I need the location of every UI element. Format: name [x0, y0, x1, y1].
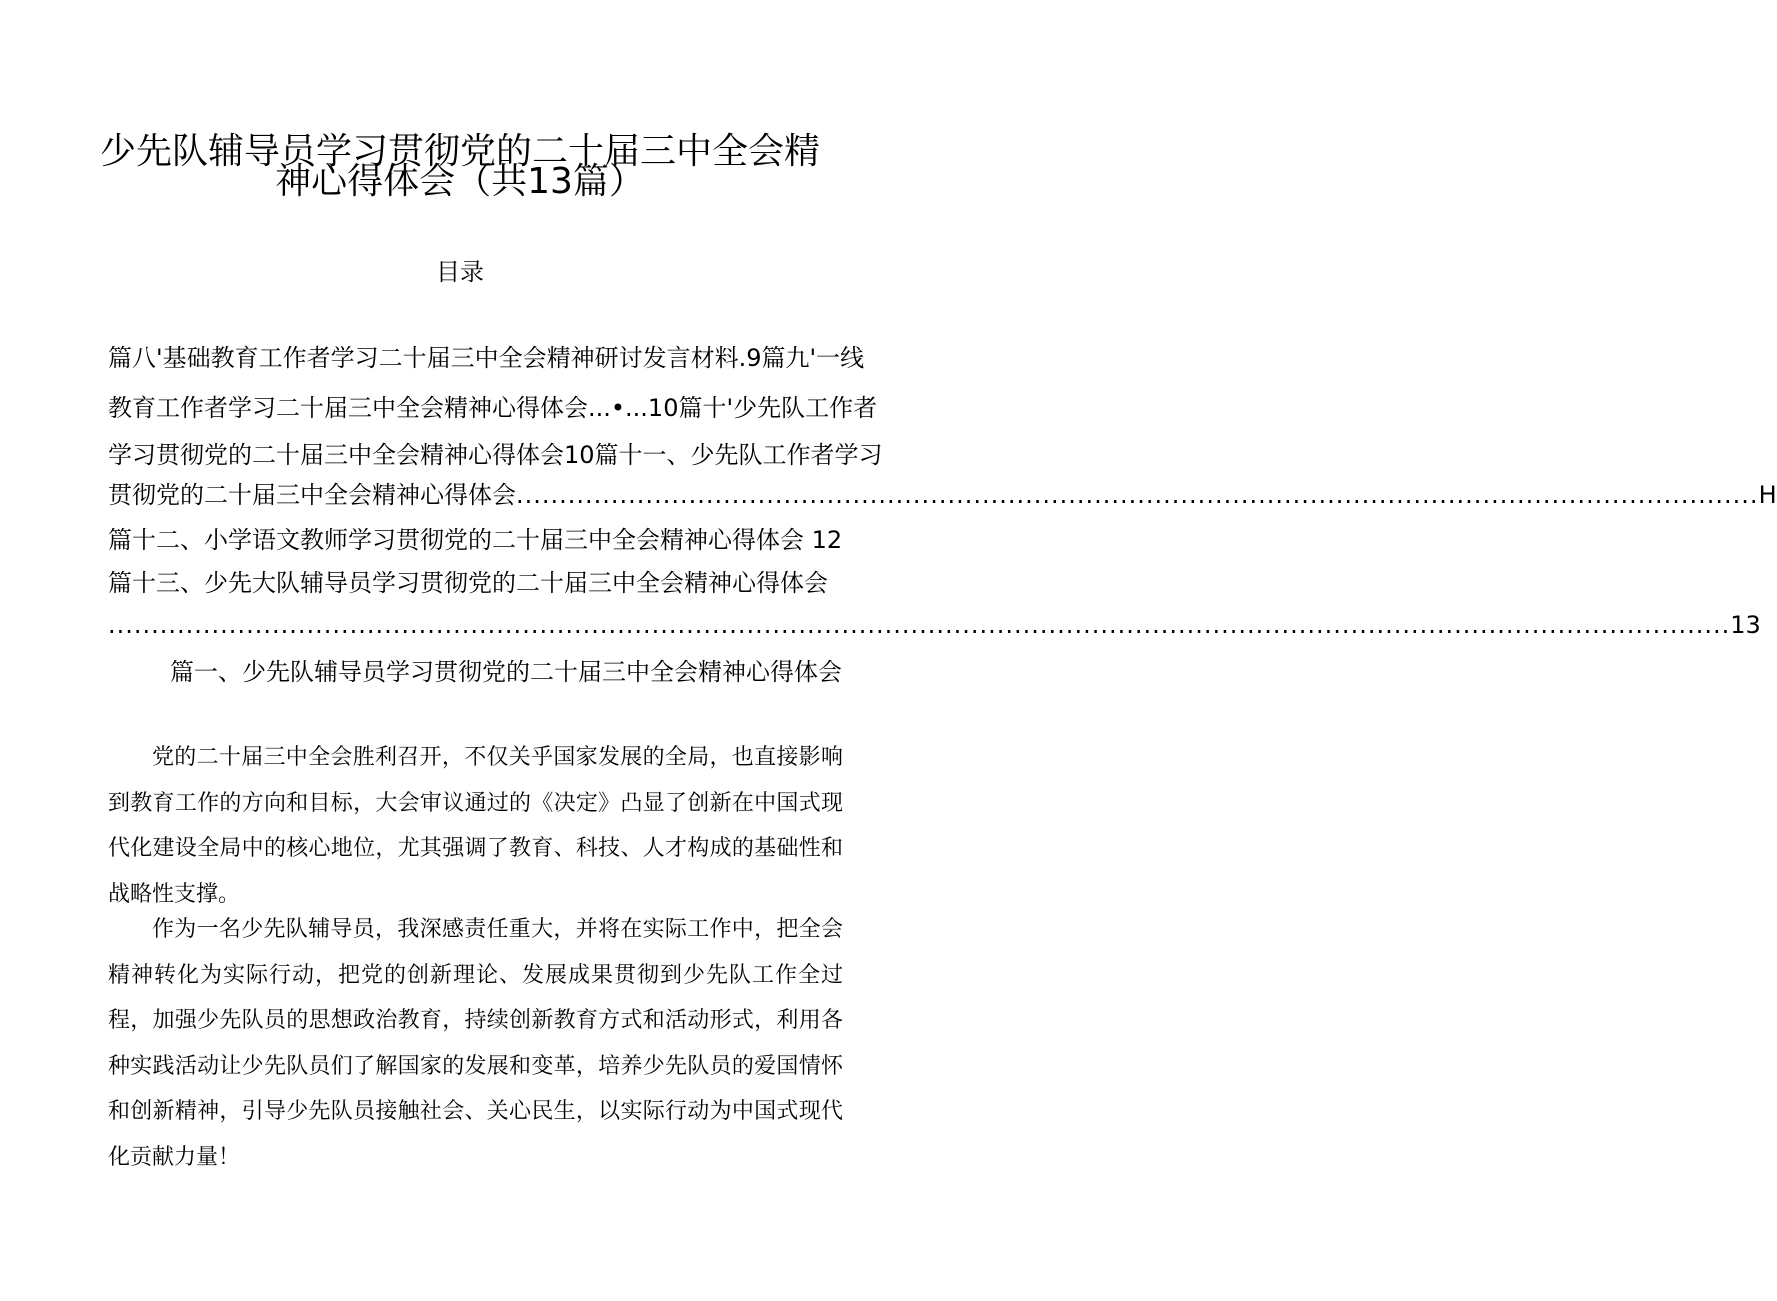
toc-leader-dots: ................................................................................................................................................ [516, 481, 1759, 509]
toc-line-5: 篇十二、小学语文教师学习贯彻党的二十届三中全会精神心得体会 12 [108, 526, 843, 554]
toc-line-2: 教育工作者学习二十届三中全会精神心得体会...•...10篇十'少先队工作者 [108, 394, 878, 422]
toc-line-6: 篇十三、少先大队辅导员学习贯彻党的二十届三中全会精神心得体会 [108, 569, 828, 597]
toc-line-3: 学习贯彻党的二十届三中全会精神心得体会10篇十一、少先队工作者学习 [108, 441, 883, 469]
toc-page-number: 13 [1730, 611, 1761, 639]
body-paragraph-1: 党的二十届三中全会胜利召开，不仅关乎国家发展的全局，也直接影响到教育工作的方向和目标，大会审议通过的《决定》凸显了创新在中国式现代化建设全局中的核心地位，尤其强调了教育、科技、人才构成的基础性和战略性支撑。 [108, 745, 843, 907]
document-title-line-1: 少先队辅导员学习贯彻党的二十届三中全会精 [99, 131, 820, 172]
section-title: 篇一、少先队辅导员学习贯彻党的二十届三中全会精神心得体会 [170, 658, 842, 686]
document-title-line-2: 神心得体会（共13篇） [275, 161, 645, 202]
toc-line-4 [108, 477, 1777, 513]
toc-line-7 [108, 607, 1761, 643]
toc-entry-text: 贯彻党的二十届三中全会精神心得体会 [108, 481, 516, 509]
body-paragraph-2: 作为一名少先队辅导员，我深感责任重大，并将在实际工作中，把全会精神转化为实际行动，把党的创新理论、发展成果贯彻到少先队工作全过程，加强少先队员的思想政治教育，持续创新教育方式和活动形式，利用各种实践活动让少先队员们了解国家的发展和变革，培养少先队员的爱国情怀和创新精神，引导少先队员接触社会、关心民生，以实际行动为中国式现代化贡献力量！ [108, 917, 843, 1170]
toc-line-1: 篇八'基础教育工作者学习二十届三中全会精神研讨发言材料.9篇九'一线 [108, 344, 865, 372]
toc-page-number: H [1758, 481, 1777, 509]
toc-leader-dots: ............................................................................................................................................................................................ [108, 611, 1731, 639]
toc-heading: 目录 [436, 258, 484, 286]
